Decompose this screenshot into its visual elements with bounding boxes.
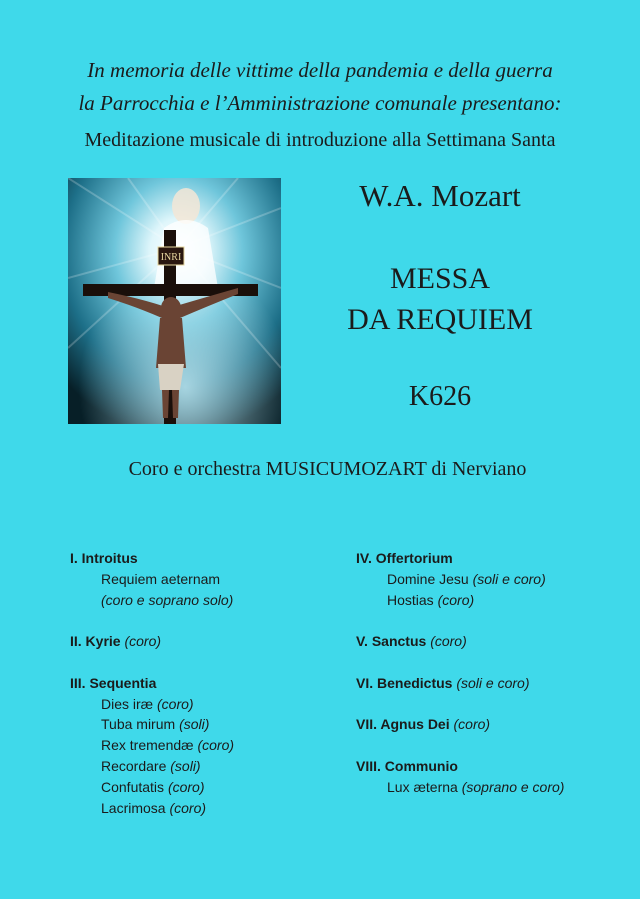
event-subtitle: Meditazione musicale di introduzione alla Settimana Santa xyxy=(84,129,556,151)
program-column-left xyxy=(70,548,234,818)
movement-section: Lux æterna (soprano e coro) xyxy=(387,778,565,795)
performers: Coro e orchestra MUSICUMOZART di Nerviano xyxy=(128,458,527,480)
dedication-line-2: la Parrocchia e l’Amministrazione comunale presentano: xyxy=(78,91,562,115)
movement-section: Dies iræ (coro) xyxy=(101,695,194,712)
movement-title: II. Kyrie (coro) xyxy=(70,633,162,650)
movement-section: Hostias (coro) xyxy=(387,591,475,608)
crucifix-painting xyxy=(68,178,281,424)
work-title-line-1: MESSA xyxy=(389,262,491,295)
program-column-right xyxy=(356,548,564,798)
work-title-line-2: DA REQUIEM xyxy=(347,303,533,336)
catalog-number: K626 xyxy=(408,381,472,412)
movement-section: Rex tremendæ (coro) xyxy=(101,737,235,754)
inri-sign: INRI xyxy=(160,252,182,263)
movement-title: VII. Agnus Dei (coro) xyxy=(356,716,491,733)
movement-section: Requiem aeternam xyxy=(101,570,221,587)
movement-section: Domine Jesu (soli e coro) xyxy=(387,570,546,587)
movement-note: (coro e soprano solo) xyxy=(101,591,234,608)
movement-title: VI. Benedictus (soli e coro) xyxy=(356,674,530,691)
movement-section: Confutatis (coro) xyxy=(101,778,205,795)
movement-title: V. Sanctus (coro) xyxy=(356,633,467,650)
composer-name: W.A. Mozart xyxy=(359,178,521,213)
movement-title: I. Introitus xyxy=(70,550,138,566)
movement-section: Recordare (soli) xyxy=(101,757,201,774)
movement-title: IV. Offertorium xyxy=(356,550,453,566)
movement-section: Lacrimosa (coro) xyxy=(101,799,207,816)
movement-section: Tuba mirum (soli) xyxy=(101,716,210,733)
movement-title: VIII. Communio xyxy=(356,757,458,774)
movement-title: III. Sequentia xyxy=(70,674,157,691)
dedication-line-1: In memoria delle vittime della pandemia e della guerra xyxy=(87,58,553,82)
